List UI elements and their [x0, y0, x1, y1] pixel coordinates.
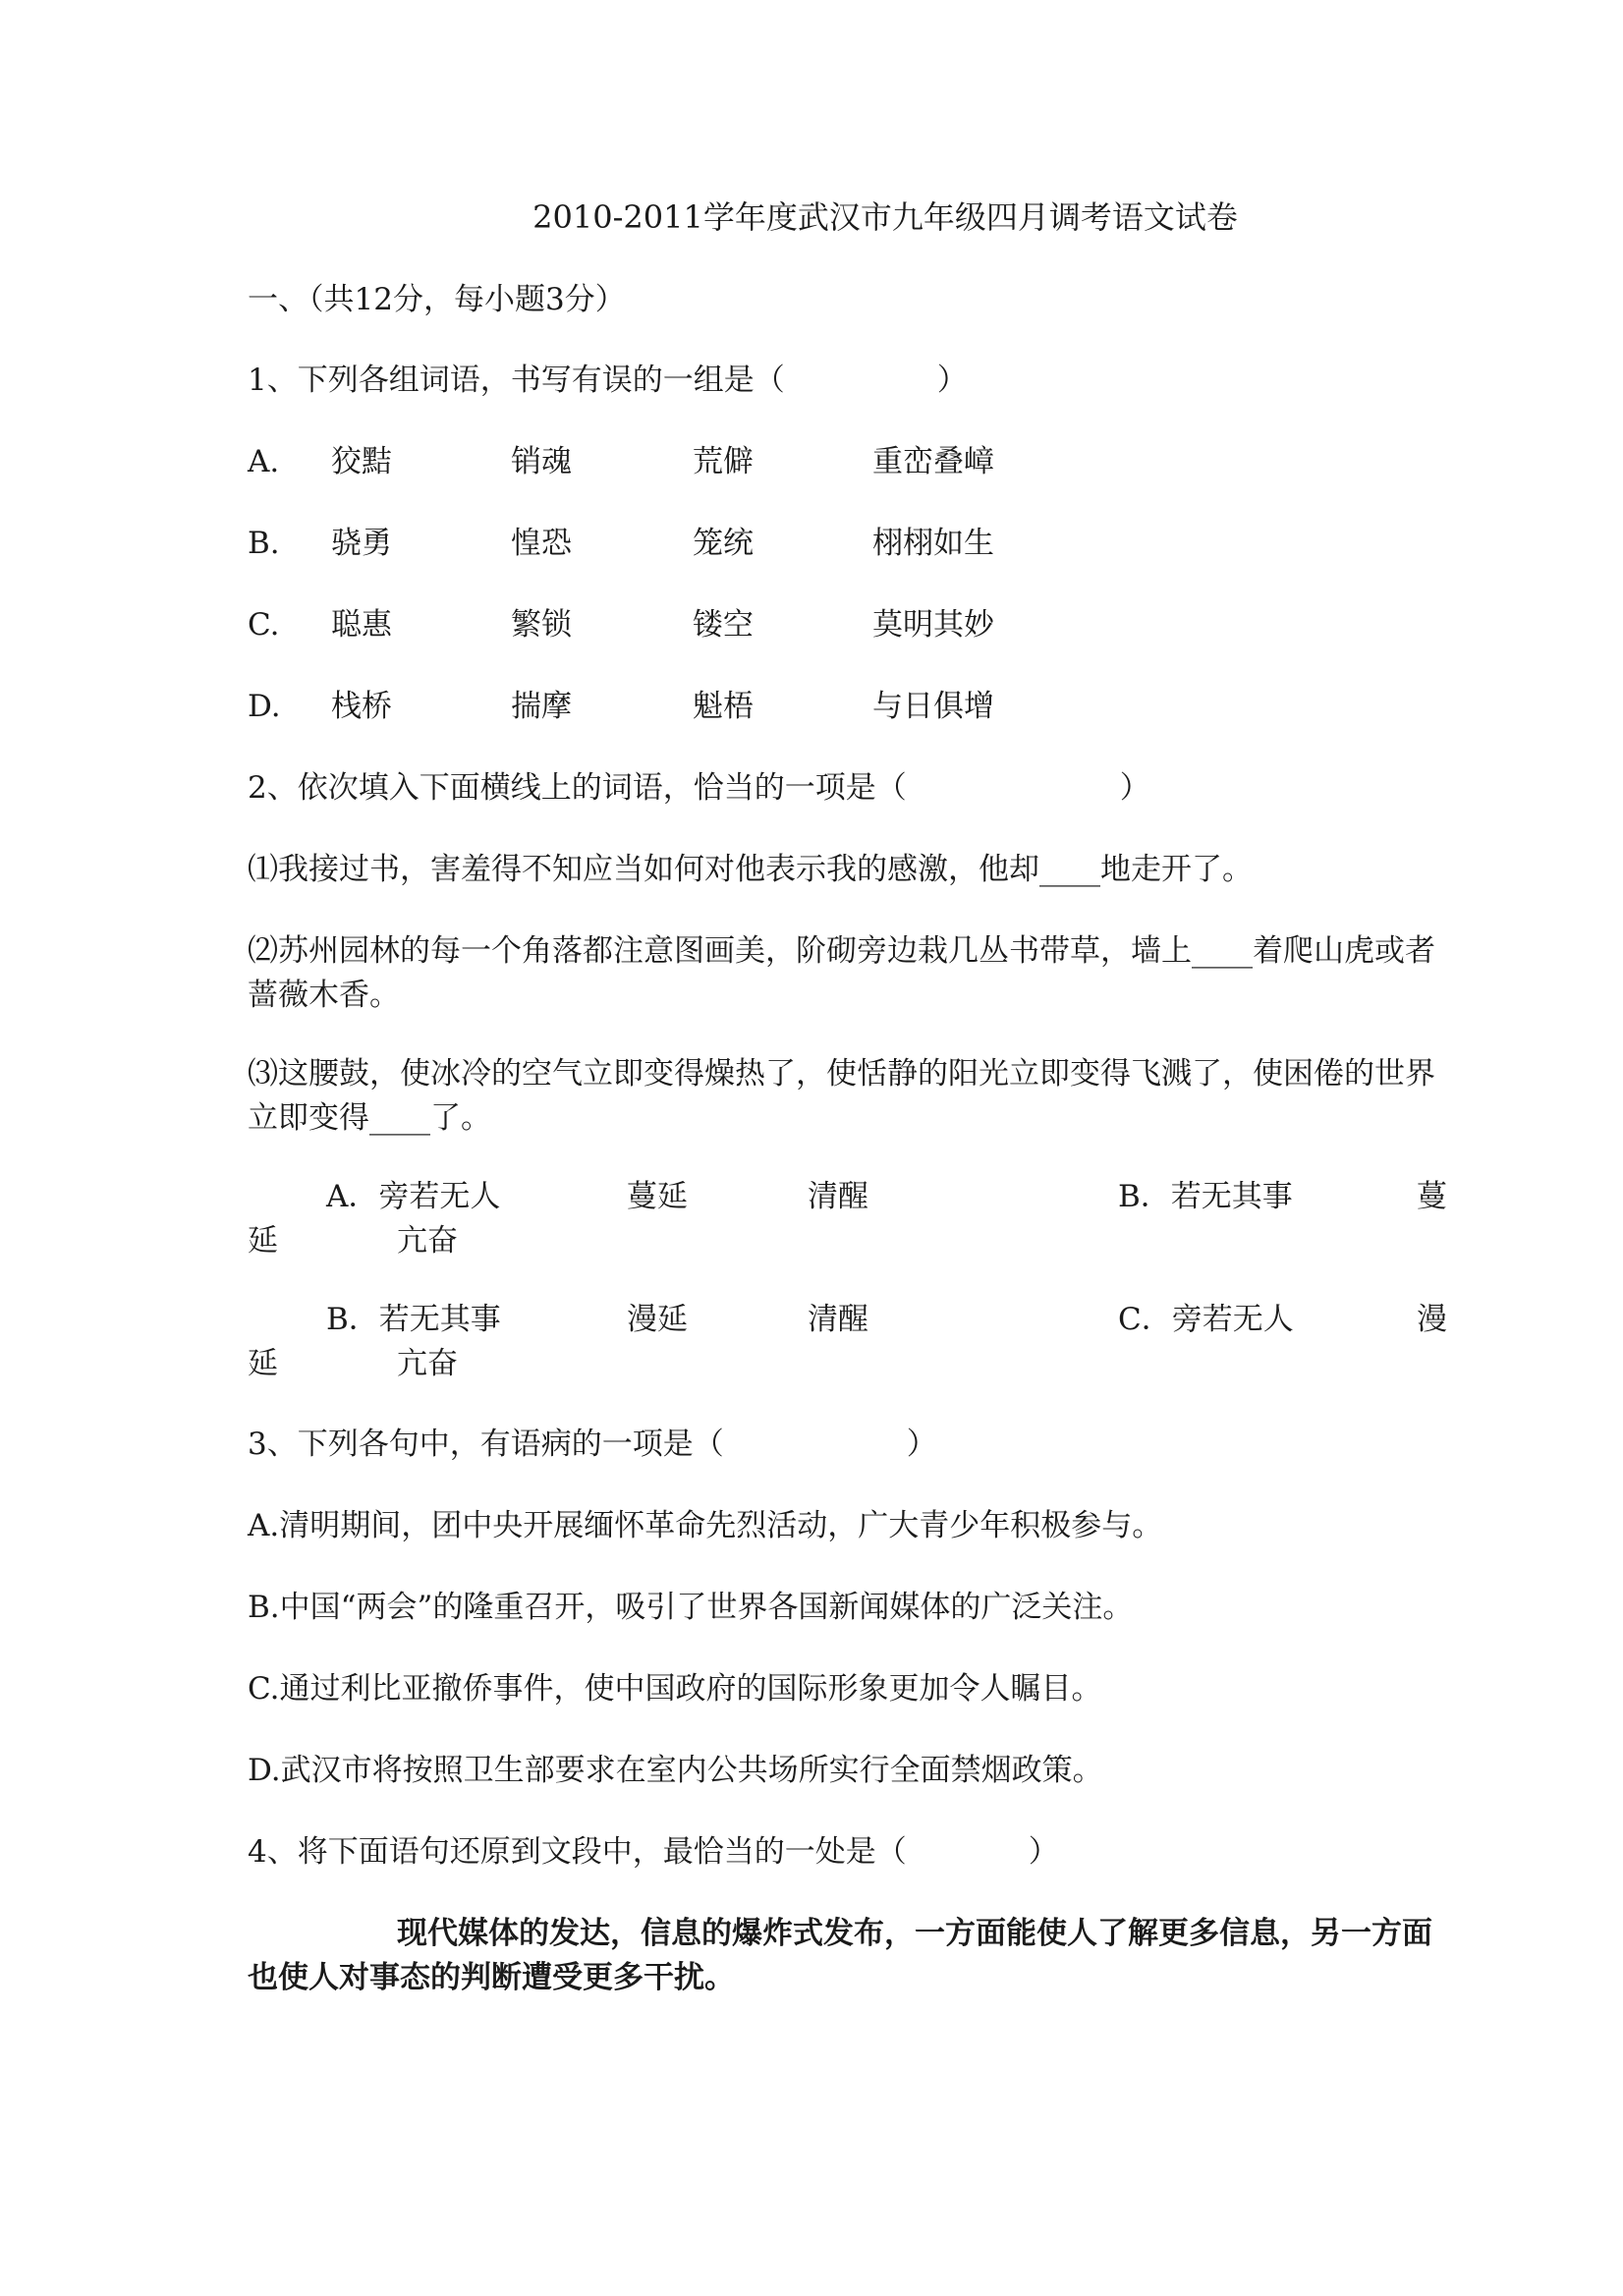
q2-option: A．旁若无人: [326, 1179, 501, 1214]
q1-word: 栩栩如生: [872, 526, 994, 561]
q1-word: 销魂: [511, 444, 572, 479]
q2-option-word: 亢奋: [397, 1223, 458, 1259]
q1-word: 揣摩: [511, 689, 572, 724]
q1-word: 与日俱增: [872, 689, 994, 724]
q1-word: 狡黠: [331, 444, 392, 479]
q2-option-word: 亢奋: [397, 1346, 458, 1381]
q2-stem: 2、依次填入下面横线上的词语，恰当的一项是（ ）: [248, 770, 1150, 806]
q1-word: 镂空: [693, 607, 754, 643]
q1-word: 荒僻: [693, 444, 754, 479]
q2-option: C．旁若无人: [1118, 1302, 1294, 1337]
q2-option: B．若无其事: [326, 1302, 501, 1337]
q3-option-d: D.武汉市将按照卫生部要求在室内公共场所实行全面禁烟政策。: [248, 1753, 1103, 1788]
q1-stem: 1、下列各组词语，书写有误的一组是（ ）: [248, 363, 968, 398]
q1-option-label: A.: [248, 444, 280, 479]
q2-option-word: 清醒: [808, 1302, 868, 1337]
q3-option-c: C.通过利比亚撤侨事件，使中国政府的国际形象更加令人瞩目。: [248, 1671, 1102, 1707]
q2-sentence-2-cont: 蔷薇木香。: [248, 978, 400, 1013]
q2-sentence-3-cont: 立即变得____了。: [248, 1100, 491, 1136]
q2-option: B．若无其事: [1118, 1179, 1293, 1214]
q3-option-a: A.清明期间，团中央开展缅怀革命先烈活动，广大青少年积极参与。: [248, 1508, 1163, 1543]
q1-option-label: D.: [248, 689, 281, 724]
q1-word: 聪惠: [331, 607, 392, 643]
section-heading: 一、（共12分，每小题3分）: [248, 282, 626, 317]
q1-word: 重峦叠嶂: [872, 444, 994, 479]
q1-word: 莫明其妙: [872, 607, 994, 643]
q1-option-label: C.: [248, 607, 280, 643]
q4-stem: 4、将下面语句还原到文段中，最恰当的一处是（ ）: [248, 1834, 1059, 1870]
q1-word: 惶恐: [511, 526, 572, 561]
q1-option-label: B.: [248, 526, 280, 561]
q1-word: 笼统: [693, 526, 754, 561]
q2-option-word: 延: [248, 1223, 278, 1259]
q2-option-word: 清醒: [808, 1179, 868, 1214]
q2-option-word: 漫: [1417, 1302, 1447, 1337]
q1-word: 栈桥: [331, 689, 392, 724]
q2-option-word: 漫延: [627, 1302, 688, 1337]
q2-option-word: 蔓延: [627, 1179, 688, 1214]
q3-stem: 3、下列各句中，有语病的一项是（ ）: [248, 1427, 937, 1462]
q1-word: 魁梧: [693, 689, 754, 724]
exam-title: 2010-2011学年度武汉市九年级四月调考语文试卷: [532, 198, 1238, 236]
q2-option-word: 延: [248, 1346, 278, 1381]
q2-option-word: 蔓: [1417, 1179, 1447, 1214]
q2-sentence-3: ⑶这腰鼓，使冰冷的空气立即变得燥热了，使恬静的阳光立即变得飞溅了，使困倦的世界: [248, 1056, 1435, 1092]
q4-passage-line-1: 现代媒体的发达，信息的爆炸式发布，一方面能使人了解更多信息，另一方面: [397, 1916, 1432, 1951]
q3-option-b: B.中国“两会”的隆重召开，吸引了世界各国新闻媒体的广泛关注。: [248, 1590, 1134, 1625]
q2-sentence-1: ⑴我接过书，害羞得不知应当如何对他表示我的感激，他却____地走开了。: [248, 852, 1253, 887]
q4-passage-line-2: 也使人对事态的判断遭受更多干扰。: [248, 1960, 735, 1995]
q2-sentence-2: ⑵苏州园林的每一个角落都注意图画美，阶砌旁边栽几丛书带草，墙上____着爬山虎或者: [248, 933, 1435, 969]
q1-word: 骁勇: [331, 526, 392, 561]
q1-word: 繁锁: [511, 607, 572, 643]
